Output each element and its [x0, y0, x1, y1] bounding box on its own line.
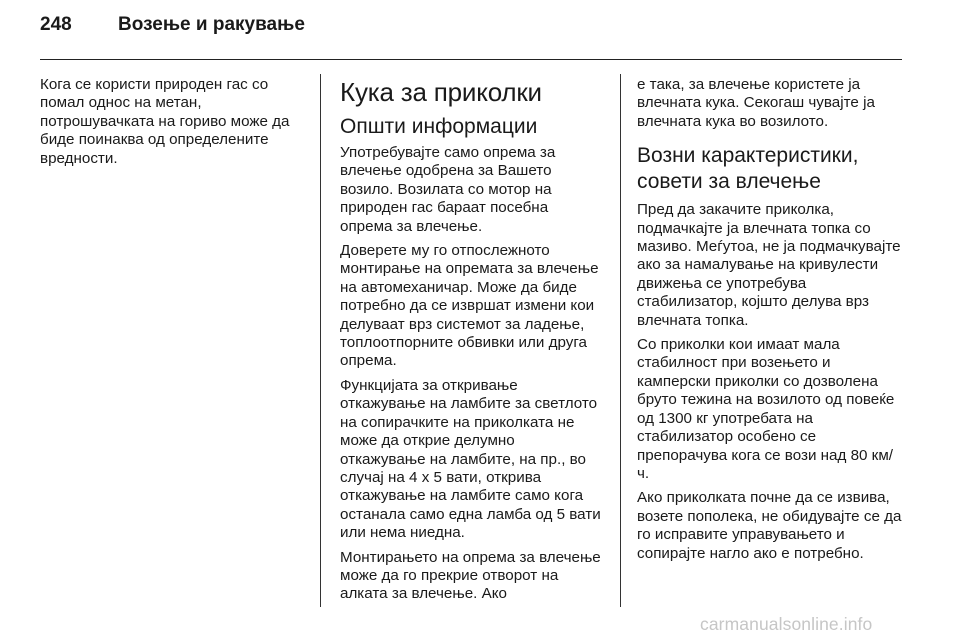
column-3-paragraph: Со приколки кои имаат мала стабилност при возењето и камперски приколки со дозволена бруто тежина на возилото од повеќе од 1300 кг употребата на стабилизатор особено се препорачува кога се вози над 80 км/ч.: [637, 336, 895, 482]
column-2-paragraph: Монтирањето на опрема за влечење може да го прекрие отворот на алката за влечење. Ако: [340, 548, 601, 603]
column-2: [340, 78, 602, 610]
column-3-paragraph: Ако приколката почне да се извива, возете пополека, не обидувајте се да го исправите управувањето и сопирајте нагло ако е потребно.: [637, 489, 902, 562]
column-3: [637, 76, 903, 569]
chapter-title: Возење и ракување: [118, 14, 305, 35]
column-3-intro: е така, за влечење користете ја влечната кука. Секогаш чувајте ја влечната кука во возилото.: [637, 76, 875, 130]
column-divider-1: [320, 74, 321, 607]
section-title: Кука за приколки: [340, 77, 542, 107]
column-1-paragraph: Кога се користи природен гас со помал однос на метан, потрошувачката на гориво може да биде поинаква од определените вредности.: [40, 76, 290, 167]
header-rule: [40, 59, 902, 60]
column-2-paragraph: Употребувајте само опрема за влечење одобрена за Вашето возило. Возилата со мотор на природен гас бараат посебна опрема за влечење.: [340, 144, 556, 235]
page-number: 248: [40, 14, 72, 35]
page-header: [40, 14, 305, 46]
column-2-paragraph: Функцијата за откривање откажување на ламбите за светлото на сопирачките на приколката не може да открие делумно откажување на ламбите, на пр., во случај на 4 x 5 вати, открива откажување на ламбите само кога останала само една ламба од 5 вати или нема ниедна.: [340, 376, 601, 542]
watermark: carmanualsonline.info: [700, 614, 873, 634]
column-divider-2: [620, 74, 621, 607]
column-3-paragraph: Пред да закачите приколка, подмачкајте ја влечната топка со мазиво. Меѓутоа, не ја подмачкувајте ако за намалување на кривулести движења се употребува стабилизатор, којшто делува врз влечната топка.: [637, 201, 901, 329]
driving-tips-title: Возни карактеристики, совети за влечење: [637, 144, 859, 194]
column-2-paragraph: Доверете му го отпослежното монтирање на опремата за влечење на автомеханичар. Може да биде потребно да се извршат измени кои делуваат врз системот за ладење, топлоотпорните обвивки или друга опрема.: [340, 242, 599, 370]
subsection-title: Општи информации: [340, 115, 538, 138]
column-1: [40, 76, 302, 174]
